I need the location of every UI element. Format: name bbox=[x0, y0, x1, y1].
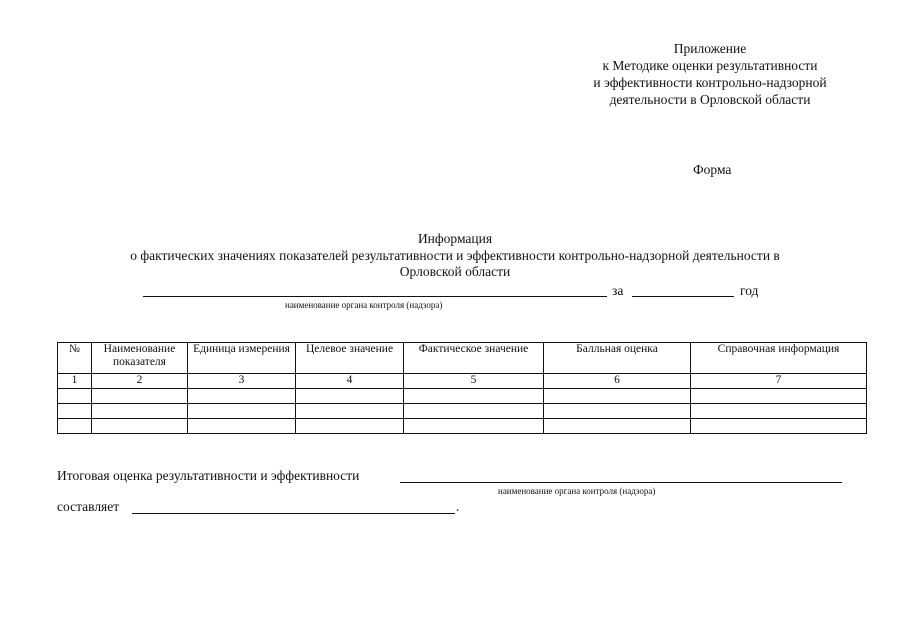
table-row bbox=[58, 389, 867, 404]
table-cell[interactable] bbox=[92, 389, 188, 404]
title-heading: Информация bbox=[417, 231, 493, 246]
table-cell[interactable] bbox=[404, 404, 544, 419]
col-number-5: 5 bbox=[404, 374, 544, 389]
year-underline[interactable] bbox=[632, 296, 734, 297]
col-number-6: 6 bbox=[544, 374, 691, 389]
col-number-7: 7 bbox=[691, 374, 867, 389]
table-cell[interactable] bbox=[544, 389, 691, 404]
title-line-1: о фактических значениях показателей результативности и эффективности контрольно-надзорной деятельности в bbox=[130, 247, 780, 263]
table-cell[interactable] bbox=[544, 404, 691, 419]
appendix-block bbox=[540, 40, 880, 108]
col-number-2: 2 bbox=[92, 374, 188, 389]
table-cell[interactable] bbox=[404, 419, 544, 434]
composes-label: составляет bbox=[57, 499, 120, 514]
table-cell[interactable] bbox=[188, 404, 296, 419]
table-cell[interactable] bbox=[58, 404, 92, 419]
year-word: год bbox=[740, 283, 759, 298]
table-cell[interactable] bbox=[58, 419, 92, 434]
final-assessment-label: Итоговая оценка результативности и эффективности bbox=[57, 468, 360, 483]
final-org-underline[interactable] bbox=[400, 482, 842, 483]
appendix-line-4: деятельности в Орловской области bbox=[609, 92, 811, 107]
table-cell[interactable] bbox=[691, 404, 867, 419]
document-title bbox=[40, 231, 870, 281]
header-reference-info: Справочная информация bbox=[691, 343, 867, 374]
score-period: . bbox=[456, 499, 460, 514]
title-line-2: Орловской области bbox=[399, 264, 511, 279]
header-unit: Единица измерения bbox=[188, 343, 296, 374]
col-number-3: 3 bbox=[188, 374, 296, 389]
table-row bbox=[58, 404, 867, 419]
header-indicator-name: Наименование показателя bbox=[92, 343, 188, 374]
appendix-line-1: Приложение bbox=[673, 41, 747, 56]
column-numbers-row bbox=[58, 374, 867, 389]
header-number: № bbox=[58, 343, 92, 374]
header-actual-value: Фактическое значение bbox=[404, 343, 544, 374]
form-label: Форма bbox=[693, 162, 732, 177]
table-cell[interactable] bbox=[92, 419, 188, 434]
col-number-1: 1 bbox=[58, 374, 92, 389]
score-underline[interactable] bbox=[132, 513, 455, 514]
table-cell[interactable] bbox=[691, 419, 867, 434]
table-cell[interactable] bbox=[296, 419, 404, 434]
org-name-underline[interactable] bbox=[143, 296, 607, 297]
table-cell[interactable] bbox=[296, 404, 404, 419]
col-number-4: 4 bbox=[296, 374, 404, 389]
org-name-caption: наименование органа контроля (надзора) bbox=[285, 300, 443, 310]
table-row bbox=[58, 419, 867, 434]
for-word: за bbox=[612, 283, 624, 298]
indicators-table bbox=[57, 342, 867, 434]
table-cell[interactable] bbox=[92, 404, 188, 419]
header-score: Балльная оценка bbox=[544, 343, 691, 374]
header-target-value: Целевое значение bbox=[296, 343, 404, 374]
table-cell[interactable] bbox=[691, 389, 867, 404]
table-cell[interactable] bbox=[544, 419, 691, 434]
final-org-caption: наименование органа контроля (надзора) bbox=[498, 486, 656, 496]
table-cell[interactable] bbox=[58, 389, 92, 404]
appendix-line-3: и эффективности контрольно-надзорной bbox=[593, 75, 827, 90]
table-header-row bbox=[58, 343, 867, 374]
table-cell[interactable] bbox=[188, 389, 296, 404]
appendix-line-2: к Методике оценки результативности bbox=[602, 58, 818, 73]
table-cell[interactable] bbox=[188, 419, 296, 434]
table-cell[interactable] bbox=[296, 389, 404, 404]
table-cell[interactable] bbox=[404, 389, 544, 404]
